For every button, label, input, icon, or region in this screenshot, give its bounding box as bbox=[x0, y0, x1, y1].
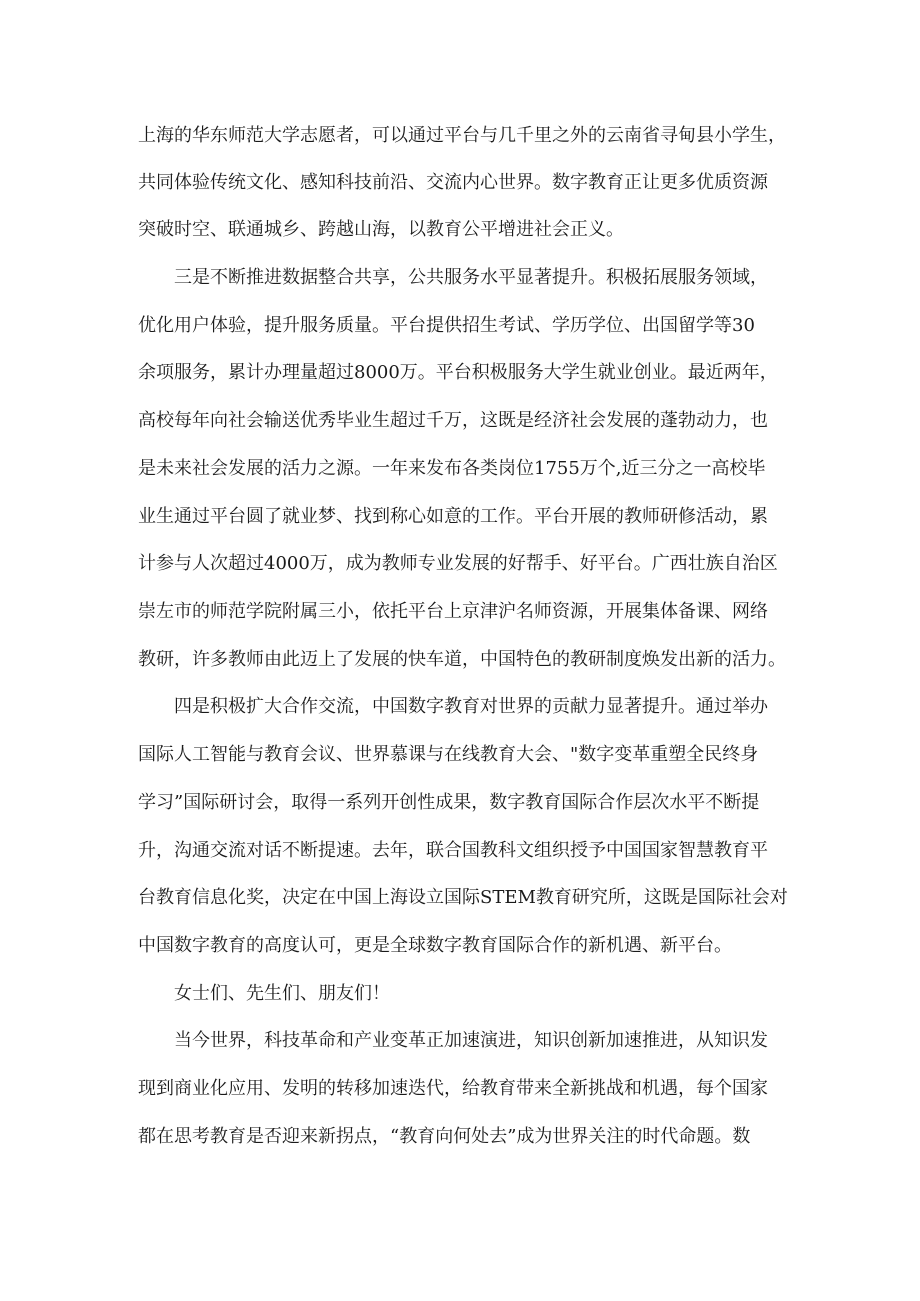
paragraph-start-line: 三是不断推进数据整合共享，公共服务水平显著提升。积极拓展服务领域， bbox=[174, 267, 768, 288]
text-line: 突破时空、联通城乡、跨越山海，以教育公平增进社会正义。 bbox=[138, 219, 624, 240]
text-line: 现到商业化应用、发明的转移加速迭代，给教育带来全新挑战和机遇，每个国家 bbox=[138, 1078, 768, 1099]
text-line: 高校每年向社会输送优秀毕业生超过千万，这既是经济社会发展的蓬勃动力，也 bbox=[138, 410, 768, 431]
text-line: 教研，许多教师由此迈上了发展的快车道，中国特色的教研制度焕发出新的活力。 bbox=[138, 649, 786, 670]
text-line: 中国数字教育的高度认可，更是全球数字教育国际合作的新机遇、新平台。 bbox=[138, 935, 732, 956]
text-line: 优化用户体验，提升服务质量。平台提供招生考试、学历学位、出国留学等30 bbox=[138, 315, 755, 336]
text-line: 是未来社会发展的活力之源。一年来发布各类岗位1755万个,近三分之一高校毕 bbox=[138, 458, 766, 479]
text-line: 计参与人次超过4000万，成为教师专业发展的好帮手、好平台。广西壮族自治区 bbox=[138, 553, 778, 574]
text-line: 都在思考教育是否迎来新拐点，“教育向何处去”成为世界关注的时代命题。数 bbox=[138, 1126, 751, 1147]
salutation-line: 女士们、先生们、朋友们！ bbox=[174, 983, 390, 1004]
text-line: 崇左市的师范学院附属三小，依托平台上京津沪名师资源，开展集体备课、网络 bbox=[138, 601, 768, 622]
paragraph-start-line: 四是积极扩大合作交流，中国数字教育对世界的贡献力显著提升。通过举办 bbox=[174, 696, 768, 717]
text-line: 升，沟通交流对话不断提速。去年，联合国教科文组织授予中国国家智慧教育平 bbox=[138, 840, 768, 861]
text-line: 共同体验传统文化、感知科技前沿、交流内心世界。数字教育正让更多优质资源 bbox=[138, 172, 768, 193]
paragraph-start-line: 当今世界，科技革命和产业变革正加速演进，知识创新加速推进，从知识发 bbox=[174, 1030, 768, 1051]
text-line: 上海的华东师范大学志愿者，可以通过平台与几千里之外的云南省寻甸县小学生， bbox=[138, 125, 786, 146]
text-line: 业生通过平台圆了就业梦、找到称心如意的工作。平台开展的教师研修活动，累 bbox=[138, 506, 768, 527]
text-line: 学习”国际研讨会，取得一系列开创性成果，数字教育国际合作层次水平不断提 bbox=[138, 792, 760, 813]
text-line: 台教育信息化奖，决定在中国上海设立国际STEM教育研究所，这既是国际社会对 bbox=[138, 887, 788, 908]
text-line: 国际人工智能与教育会议、世界慕课与在线教育大会、"数字变革重塑全民终身 bbox=[138, 744, 759, 765]
text-line: 余项服务，累计办理量超过8000万。平台积极服务大学生就业创业。最近两年， bbox=[138, 362, 778, 383]
